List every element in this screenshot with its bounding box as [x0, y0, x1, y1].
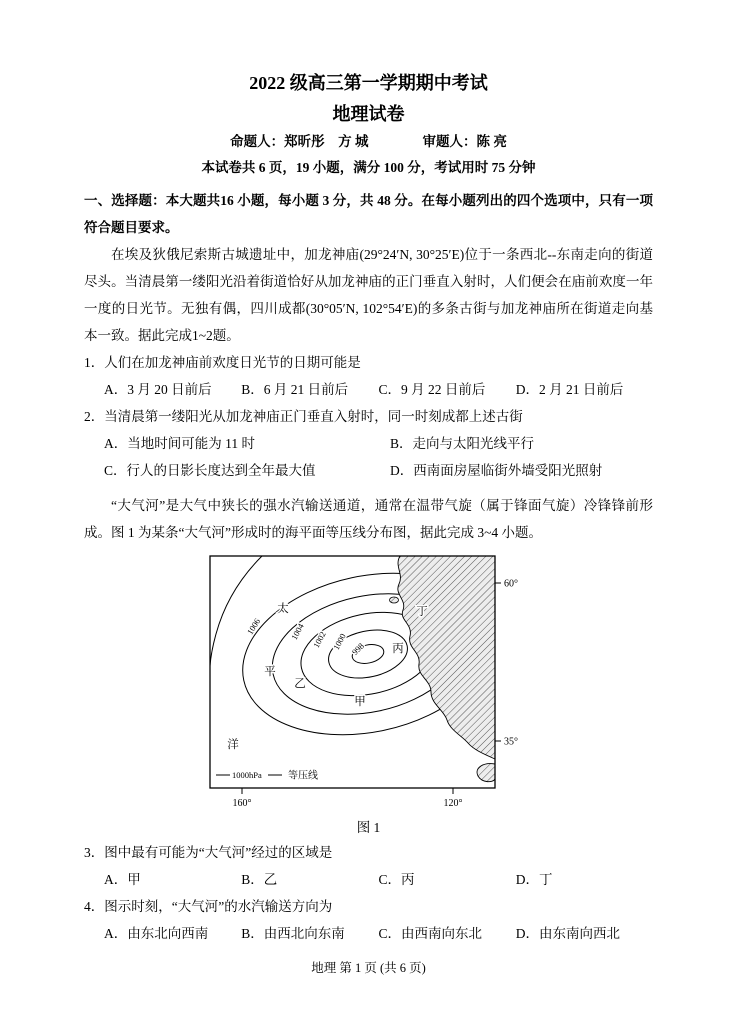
- page-footer: 地理 第 1 页 (共 6 页): [311, 961, 426, 975]
- isobar-label-1000: 1000: [330, 631, 348, 652]
- option-a: A．甲: [104, 871, 141, 887]
- option-a: A．当地时间可能为 11 时: [104, 436, 255, 452]
- question-1: [84, 349, 653, 403]
- option-c: C．行人的日影长度达到全年最大值: [104, 463, 316, 479]
- figure-1: [84, 550, 653, 839]
- option-b: B．乙: [241, 871, 278, 887]
- question-4-stem: 4．图示时刻，“大气河”的水汽输送方向为: [84, 898, 333, 914]
- question-2-stem: 2．当清晨第一缕阳光从加龙神庙正门垂直入射时，同一时刻成都上述古街: [84, 409, 523, 425]
- question-1-options: [84, 376, 653, 403]
- question-2-options: [84, 430, 653, 484]
- option-a: A．由东北向西南: [104, 925, 209, 941]
- lon-label-120: 120°: [443, 798, 462, 809]
- exam-info-line: 本试卷共 6 页，19 小题，满分 100 分，考试用时 75 分钟: [201, 160, 536, 176]
- legend-label: 等压线: [287, 770, 318, 782]
- passage-2: “大气河”是大气中狭长的强水汽输送通道，通常在温带气旋（属于锋面气旋）冷锋锋前形成。图 1 为某条“大气河”形成时的海平面等压线分布图，据此完成 3~4 小题。: [84, 498, 653, 541]
- authors-line: 命题人：郑昕彤 方 城 审题人：陈 亮: [230, 134, 507, 150]
- lon-label-160: 160°: [232, 798, 251, 809]
- question-1-stem: 1．人们在加龙神庙前欢度日光节的日期可能是: [84, 355, 361, 371]
- land-south: [477, 764, 495, 782]
- page-subtitle: 地理试卷: [332, 104, 405, 125]
- option-b: B．6 月 21 日前后: [241, 382, 349, 398]
- option-d: D．丁: [515, 871, 553, 887]
- option-b: B．由西北向东南: [241, 925, 345, 941]
- option-c: C．9 月 22 日前后: [378, 382, 486, 398]
- ocean-label-tai: 太: [276, 603, 289, 616]
- question-3: [84, 839, 653, 893]
- page-title: 2022 级高三第一学期期中考试: [249, 73, 488, 93]
- region-label-bing: 丙: [391, 643, 404, 656]
- ocean-label-ping: 平: [263, 666, 276, 679]
- isobar-label-998: 998: [349, 640, 366, 657]
- option-c: C．由西南向东北: [378, 925, 483, 941]
- region-label-jia: 甲: [353, 696, 366, 709]
- question-3-options: [84, 866, 653, 893]
- lat-label-35: 35°: [503, 736, 518, 748]
- passage-1: 在埃及狄俄尼索斯古城遗址中，加龙神庙(29°24′N, 30°25′E)位于一条西北--东南走向的街道尽头。当清晨第一缕阳光沿着街道恰好从加龙神庙的正门垂直入射时，人们便会在庙前欢度一年一度的日光节。无独有偶，四川成都(30°05′N, 102°54′E)的多条古街与加龙神庙所在街道走向基本一致。据此完成1~2题。: [84, 247, 653, 344]
- option-b: B．走向与太阳光线平行: [390, 436, 535, 452]
- region-label-ding: 丁: [415, 606, 428, 619]
- island: [389, 597, 398, 603]
- ocean-label-yang: 洋: [226, 739, 239, 752]
- option-d: D．2 月 21 日前后: [515, 382, 624, 398]
- option-d: D．西南面房屋临街外墙受阳光照射: [390, 463, 603, 479]
- figure-1-caption: 图 1: [356, 820, 381, 836]
- lat-label-60: 60°: [503, 578, 518, 590]
- isobar-outer-arc: [210, 556, 262, 666]
- figure-1-map: [198, 550, 540, 808]
- question-4: [84, 893, 653, 947]
- isobar-label-1004: 1004: [288, 621, 306, 642]
- section-1-heading: 一、选择题：本大题共16 小题，每小题 3 分，共 48 分。在每小题列出的四个选项中，只有一项符合题目要求。: [84, 193, 653, 236]
- question-2: [84, 403, 653, 484]
- isobar-label-1002: 1002: [310, 629, 328, 650]
- option-a: A．3 月 20 日前后: [104, 382, 212, 398]
- landmass: [397, 556, 494, 759]
- region-label-yi: 乙: [293, 678, 306, 691]
- question-4-options: [84, 920, 653, 947]
- question-3-stem: 3．图中最有可能为“大气河”经过的区域是: [84, 844, 333, 860]
- option-c: C．丙: [378, 871, 415, 887]
- option-d: D．由东南向西北: [515, 925, 620, 941]
- legend-value: 1000hPa: [231, 770, 262, 781]
- isobar-label-1006: 1006: [244, 616, 262, 637]
